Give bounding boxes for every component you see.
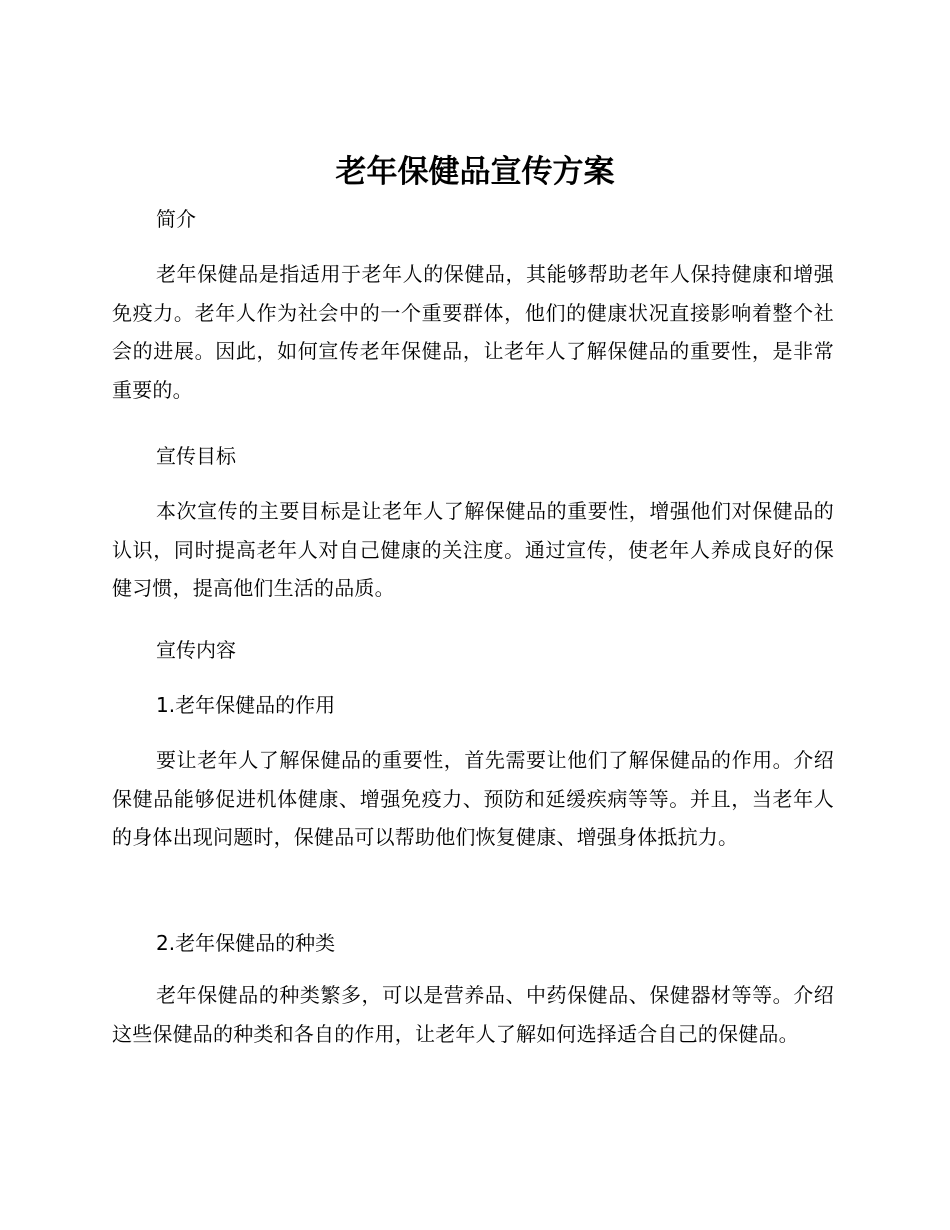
section-paragraph-goal: 本次宣传的主要目标是让老年人了解保健品的重要性，增强他们对保健品的认识，同时提高老年人对自己健康的关注度。通过宣传，使老年人养成良好的保健习惯，提高他们生活的品质。 (112, 499, 834, 600)
document-title: 老年保健品宣传方案 (335, 154, 615, 190)
section-heading-intro: 简介 (156, 207, 196, 231)
subsection-paragraph-types: 老年保健品的种类繁多，可以是营养品、中药保健品、保健器材等等。介绍这些保健品的种类和各自的作用，让老年人了解如何选择适合自己的保健品。 (112, 983, 834, 1046)
subsection-heading-function: 1.老年保健品的作用 (156, 693, 336, 717)
section-heading-content: 宣传内容 (156, 638, 236, 662)
section-paragraph-intro: 老年保健品是指适用于老年人的保健品，其能够帮助老年人保持健康和增强免疫力。老年人作为社会中的一个重要群体，他们的健康状况直接影响着整个社会的进展。因此，如何宣传老年保健品，让老年人了解保健品的重要性，是非常重要的。 (112, 262, 834, 402)
section-heading-goal: 宣传目标 (156, 444, 236, 468)
subsection-heading-types: 2.老年保健品的种类 (156, 931, 336, 955)
subsection-paragraph-function: 要让老年人了解保健品的重要性，首先需要让他们了解保健品的作用。介绍保健品能够促进机体健康、增强免疫力、预防和延缓疾病等等。并且，当老年人的身体出现问题时，保健品可以帮助他们恢复健康、增强身体抵抗力。 (112, 748, 834, 849)
